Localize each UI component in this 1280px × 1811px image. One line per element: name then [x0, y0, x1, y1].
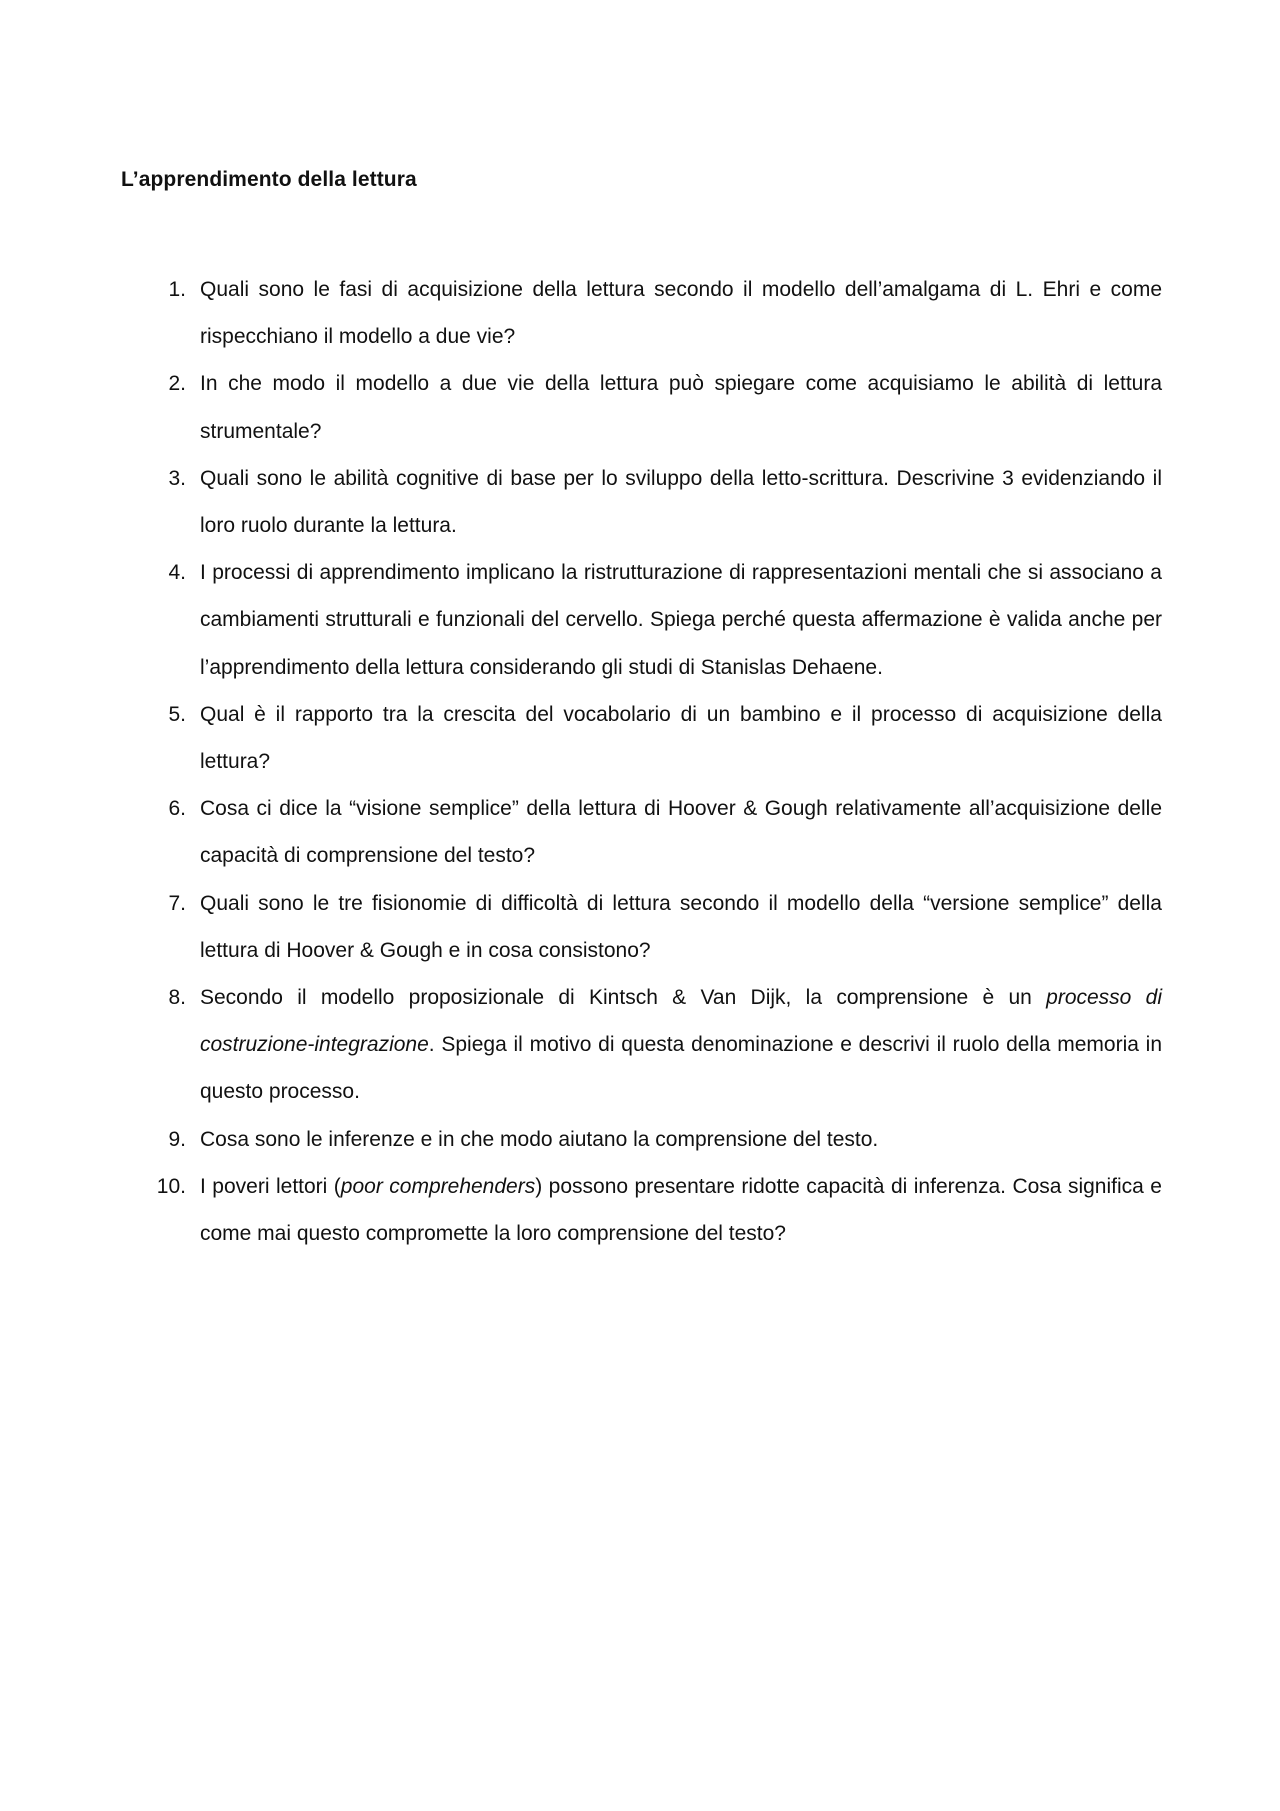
list-item-text-end: ) possono presentare ridotte capacità di inferenza. Cosa significa e come mai questo compromette la loro comprensione del testo? — [200, 1174, 1162, 1246]
list-item-text: Cosa ci dice la “visione semplice” della lettura di Hoover & Gough relativamente all’acquisizione delle capacità di comprensione del testo? — [200, 797, 1162, 868]
list-item — [150, 974, 1162, 1116]
list-item — [150, 266, 1162, 360]
list-item-number: 3. — [168, 466, 186, 490]
list-item — [150, 691, 1162, 785]
list-item-number: 4. — [168, 561, 186, 585]
list-item-text: Qual è il rapporto tra la crescita del vocabolario di un bambino e il processo di acquisizione della lettura? — [200, 702, 1162, 774]
list-item-number: 9. — [168, 1127, 186, 1151]
list-item-text: Quali sono le abilità cognitive di base per lo sviluppo della letto-scrittura. Descrivine 3 evidenziando il loro ruolo durante la lettura. — [200, 466, 1162, 538]
list-item-text-italic: poor comprehenders — [340, 1174, 536, 1198]
list-item-text: Cosa sono le inferenze e in che modo aiutano la comprensione del testo. — [200, 1127, 879, 1151]
list-item — [150, 455, 1162, 549]
list-item-text-italic: processo di costruzione-integrazione — [200, 986, 1162, 1057]
list-item — [150, 360, 1162, 454]
list-item-number: 1. — [168, 278, 186, 301]
list-item-text — [200, 974, 1162, 1116]
list-item — [150, 880, 1162, 974]
list-item-number: 7. — [168, 891, 186, 915]
list-item-text-start: Secondo il modello proposizionale di Kintsch & Van Dijk, la comprensione è un — [200, 986, 1047, 1010]
list-item-text: In che modo il modello a due vie della lettura può spiegare come acquisiamo le abilità di lettura strumentale? — [200, 372, 1162, 443]
page-title: L’apprendimento della lettura — [121, 168, 417, 191]
list-item-number: 10. — [156, 1174, 186, 1198]
list-item-text: I processi di apprendimento implicano la ristrutturazione di rappresentazioni mentali che si associano a cambiamenti strutturali e funzionali del cervello. Spiega perché questa affermazione è valida anche per l’apprendimento della lettura considerando gli studi di Stanislas Dehaene. — [200, 561, 1162, 679]
list-item-text — [200, 1163, 1162, 1257]
list-item — [150, 549, 1162, 691]
list-item — [150, 1116, 1162, 1163]
list-item-text: Quali sono le fasi di acquisizione della lettura secondo il modello dell’amalgama di L. Ehri e come rispecchiano il modello a due vie? — [200, 278, 1162, 349]
question-list — [150, 266, 1162, 1257]
list-item-number: 5. — [168, 702, 186, 726]
list-item-text-end: . Spiega il motivo di questa denominazione e descrivi il ruolo della memoria in questo processo. — [200, 1033, 1162, 1104]
list-item — [150, 785, 1162, 879]
list-item-number: 2. — [168, 372, 186, 396]
list-item-text: Quali sono le tre fisionomie di difficoltà di lettura secondo il modello della “versione semplice” della lettura di Hoover & Gough e in cosa consistono? — [200, 891, 1162, 962]
list-item — [150, 1163, 1162, 1257]
list-item-number: 6. — [168, 797, 186, 821]
list-item-number: 8. — [168, 986, 186, 1010]
list-item-text-start: I poveri lettori ( — [200, 1174, 341, 1198]
